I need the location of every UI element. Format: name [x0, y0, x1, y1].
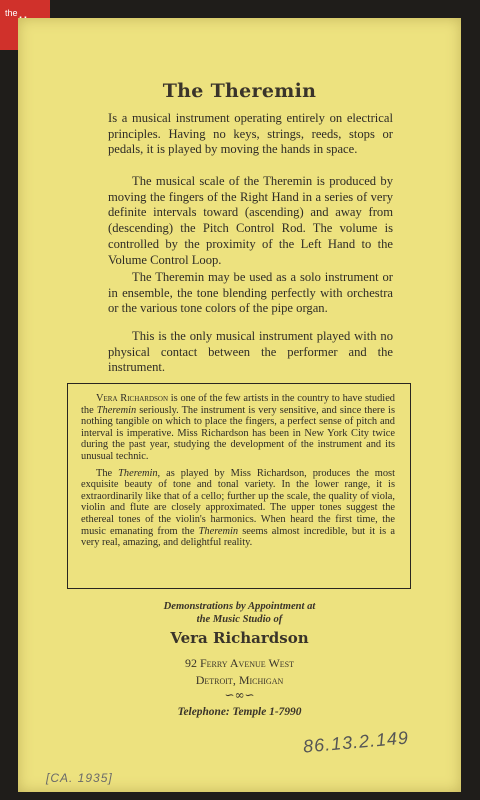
handwritten-catalog-number: 86.13.2.149 — [302, 727, 410, 757]
demonstration-notice — [18, 600, 461, 626]
biography-paragraph-2 — [81, 468, 395, 549]
document-page — [18, 18, 461, 792]
page-title: The Theremin — [162, 80, 317, 102]
bio-text: is one of the few artists in the country to have studied the — [81, 393, 395, 416]
ornament-icon: ∽∞∽ — [224, 688, 255, 702]
bio-text: seriously. The instrument is very sensitive, and since there is nothing tangible on which to place the fingers, a perfect sense of pitch and interval is imperative. Miss Richardson has been in New York City twice during the past year, studying the development of the instrument and its unusual technic. — [81, 404, 395, 462]
bio-italic: Theremin — [96, 404, 137, 416]
bio-italic: Theremin — [198, 525, 239, 537]
biography-box — [67, 383, 411, 589]
biography-text — [81, 393, 395, 554]
bio-italic: Theremin, — [118, 467, 161, 479]
bio-text: seems almost incredible, but it is a very real, amazing, and delightful reality. — [81, 525, 395, 549]
demo-line-1: Demonstrations by Appointment at — [163, 601, 316, 612]
bio-text: as played by Miss Richardson, produces the most exquisite beauty of tone and tonal variety. In the lower range, it is extraordinarily like that of a cello; further up the scale, the quality of viola, violin and flute are closely approximated. The upper tones suggest the ethereal tones of the violin's harmonics. When heard the first time, the music emanating from the — [81, 467, 395, 537]
paragraph-2: The musical scale of the Theremin is produced by moving the fingers of the Right Hand in a series of very definite intervals toward (ascending) and away from (descending) the Pitch Control Rod. The volume is controlled by the proximity of the Left Hand to the Volume Control Loop. — [108, 174, 393, 267]
address-line-1: 92 Ferry Avenue West — [184, 656, 294, 670]
artist-name: Vera Richardson — [96, 393, 169, 404]
handwritten-date: [CA. 1935] — [46, 771, 113, 785]
telephone: Telephone: Temple 1-7990 — [177, 706, 302, 718]
logo-the: the — [5, 8, 18, 18]
bio-text: The — [96, 467, 119, 479]
demo-line-2: the Music Studio of — [196, 614, 283, 625]
paragraph-1: Is a musical instrument operating entirely on electrical principles. Having no keys, strings, reeds, stops or pedals, it is played by moving the hands in space. — [108, 111, 393, 157]
paragraph-3: The Theremin may be used as a solo instrument or in ensemble, the tone blending perfectly with orchestra or the various tone colors of the pipe organ. — [108, 270, 393, 316]
biography-paragraph-1 — [81, 393, 395, 463]
paragraph-4: This is the only musical instrument played with no physical contact between the performer and the instrument. — [108, 329, 393, 375]
address-line-2: Detroit, Michigan — [195, 673, 284, 687]
studio-name: Vera Richardson — [170, 629, 309, 647]
